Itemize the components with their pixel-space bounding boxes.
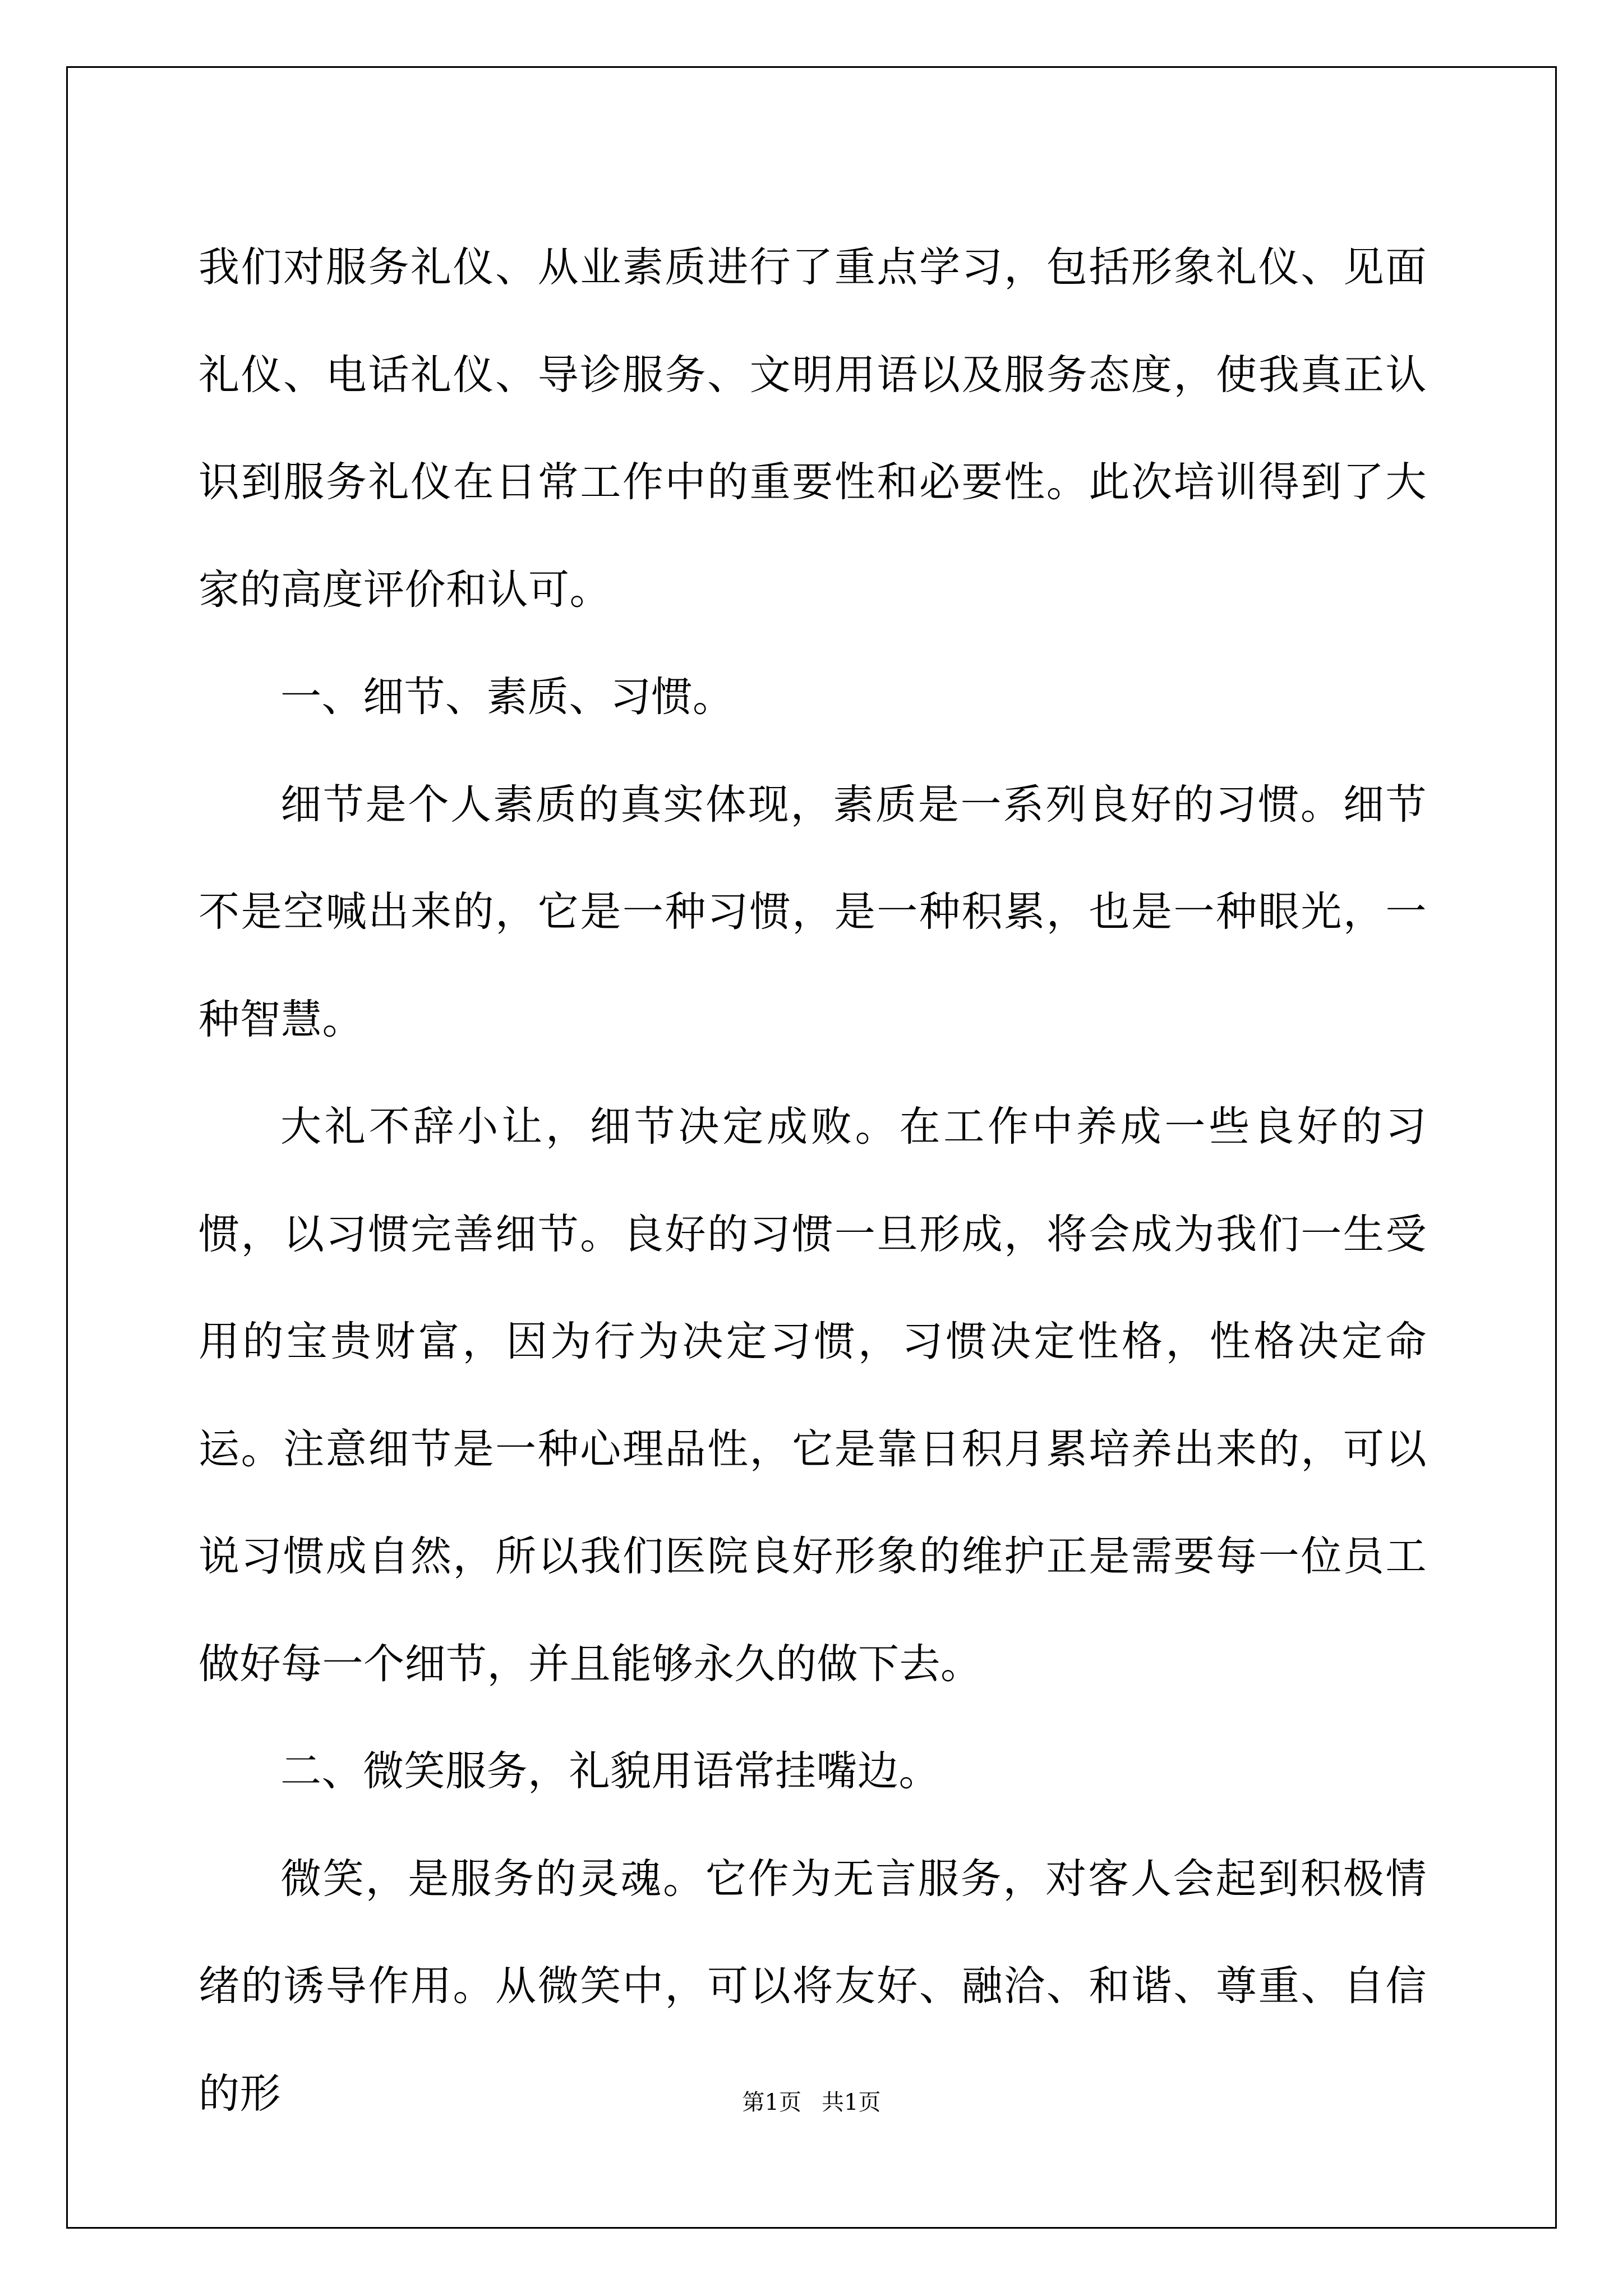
page-total: 共1页 xyxy=(822,2090,881,2115)
heading-2: 二、微笑服务，礼貌用语常挂嘴边。 xyxy=(280,1747,940,1795)
paragraph-3: 大礼不辞小让，细节决定成败。在工作中养成一些良好的习惯，以习惯完善细节。良好的习惯一旦形成，将会成为我们一生受用的宝贵财富，因为行为决定习惯，习惯决定性格，性格决定命运。注意细节是一种心理品性，它是靠日积月累培养出来的，可以说习惯成自然，所以我们医院良好形象的维护正是需要每一位员工做好每一个细节，并且能够永久的做下去。 xyxy=(199,1103,1427,1688)
paragraph-2: 细节是个人素质的真实体现，素质是一系列良好的习惯。细节不是空喊出来的，它是一种习惯，是一种积累，也是一种眼光，一种智慧。 xyxy=(199,780,1427,1043)
document-body xyxy=(199,214,1427,2147)
paragraph-4: 微笑，是服务的灵魂。它作为无言服务，对客人会起到积极情绪的诱导作用。从微笑中，可以将友好、融洽、和谐、尊重、自信的形 xyxy=(199,1855,1427,2118)
paragraph-1: 我们对服务礼仪、从业素质进行了重点学习，包括形象礼仪、见面礼仪、电话礼仪、导诊服务、文明用语以及服务态度，使我真正认识到服务礼仪在日常工作中的重要性和必要性。此次培训得到了大家的高度评价和认可。 xyxy=(199,243,1427,614)
heading-1: 一、细节、素质、习惯。 xyxy=(280,673,734,721)
page-footer xyxy=(0,2085,1623,2116)
page-number: 第1页 xyxy=(742,2090,801,2115)
